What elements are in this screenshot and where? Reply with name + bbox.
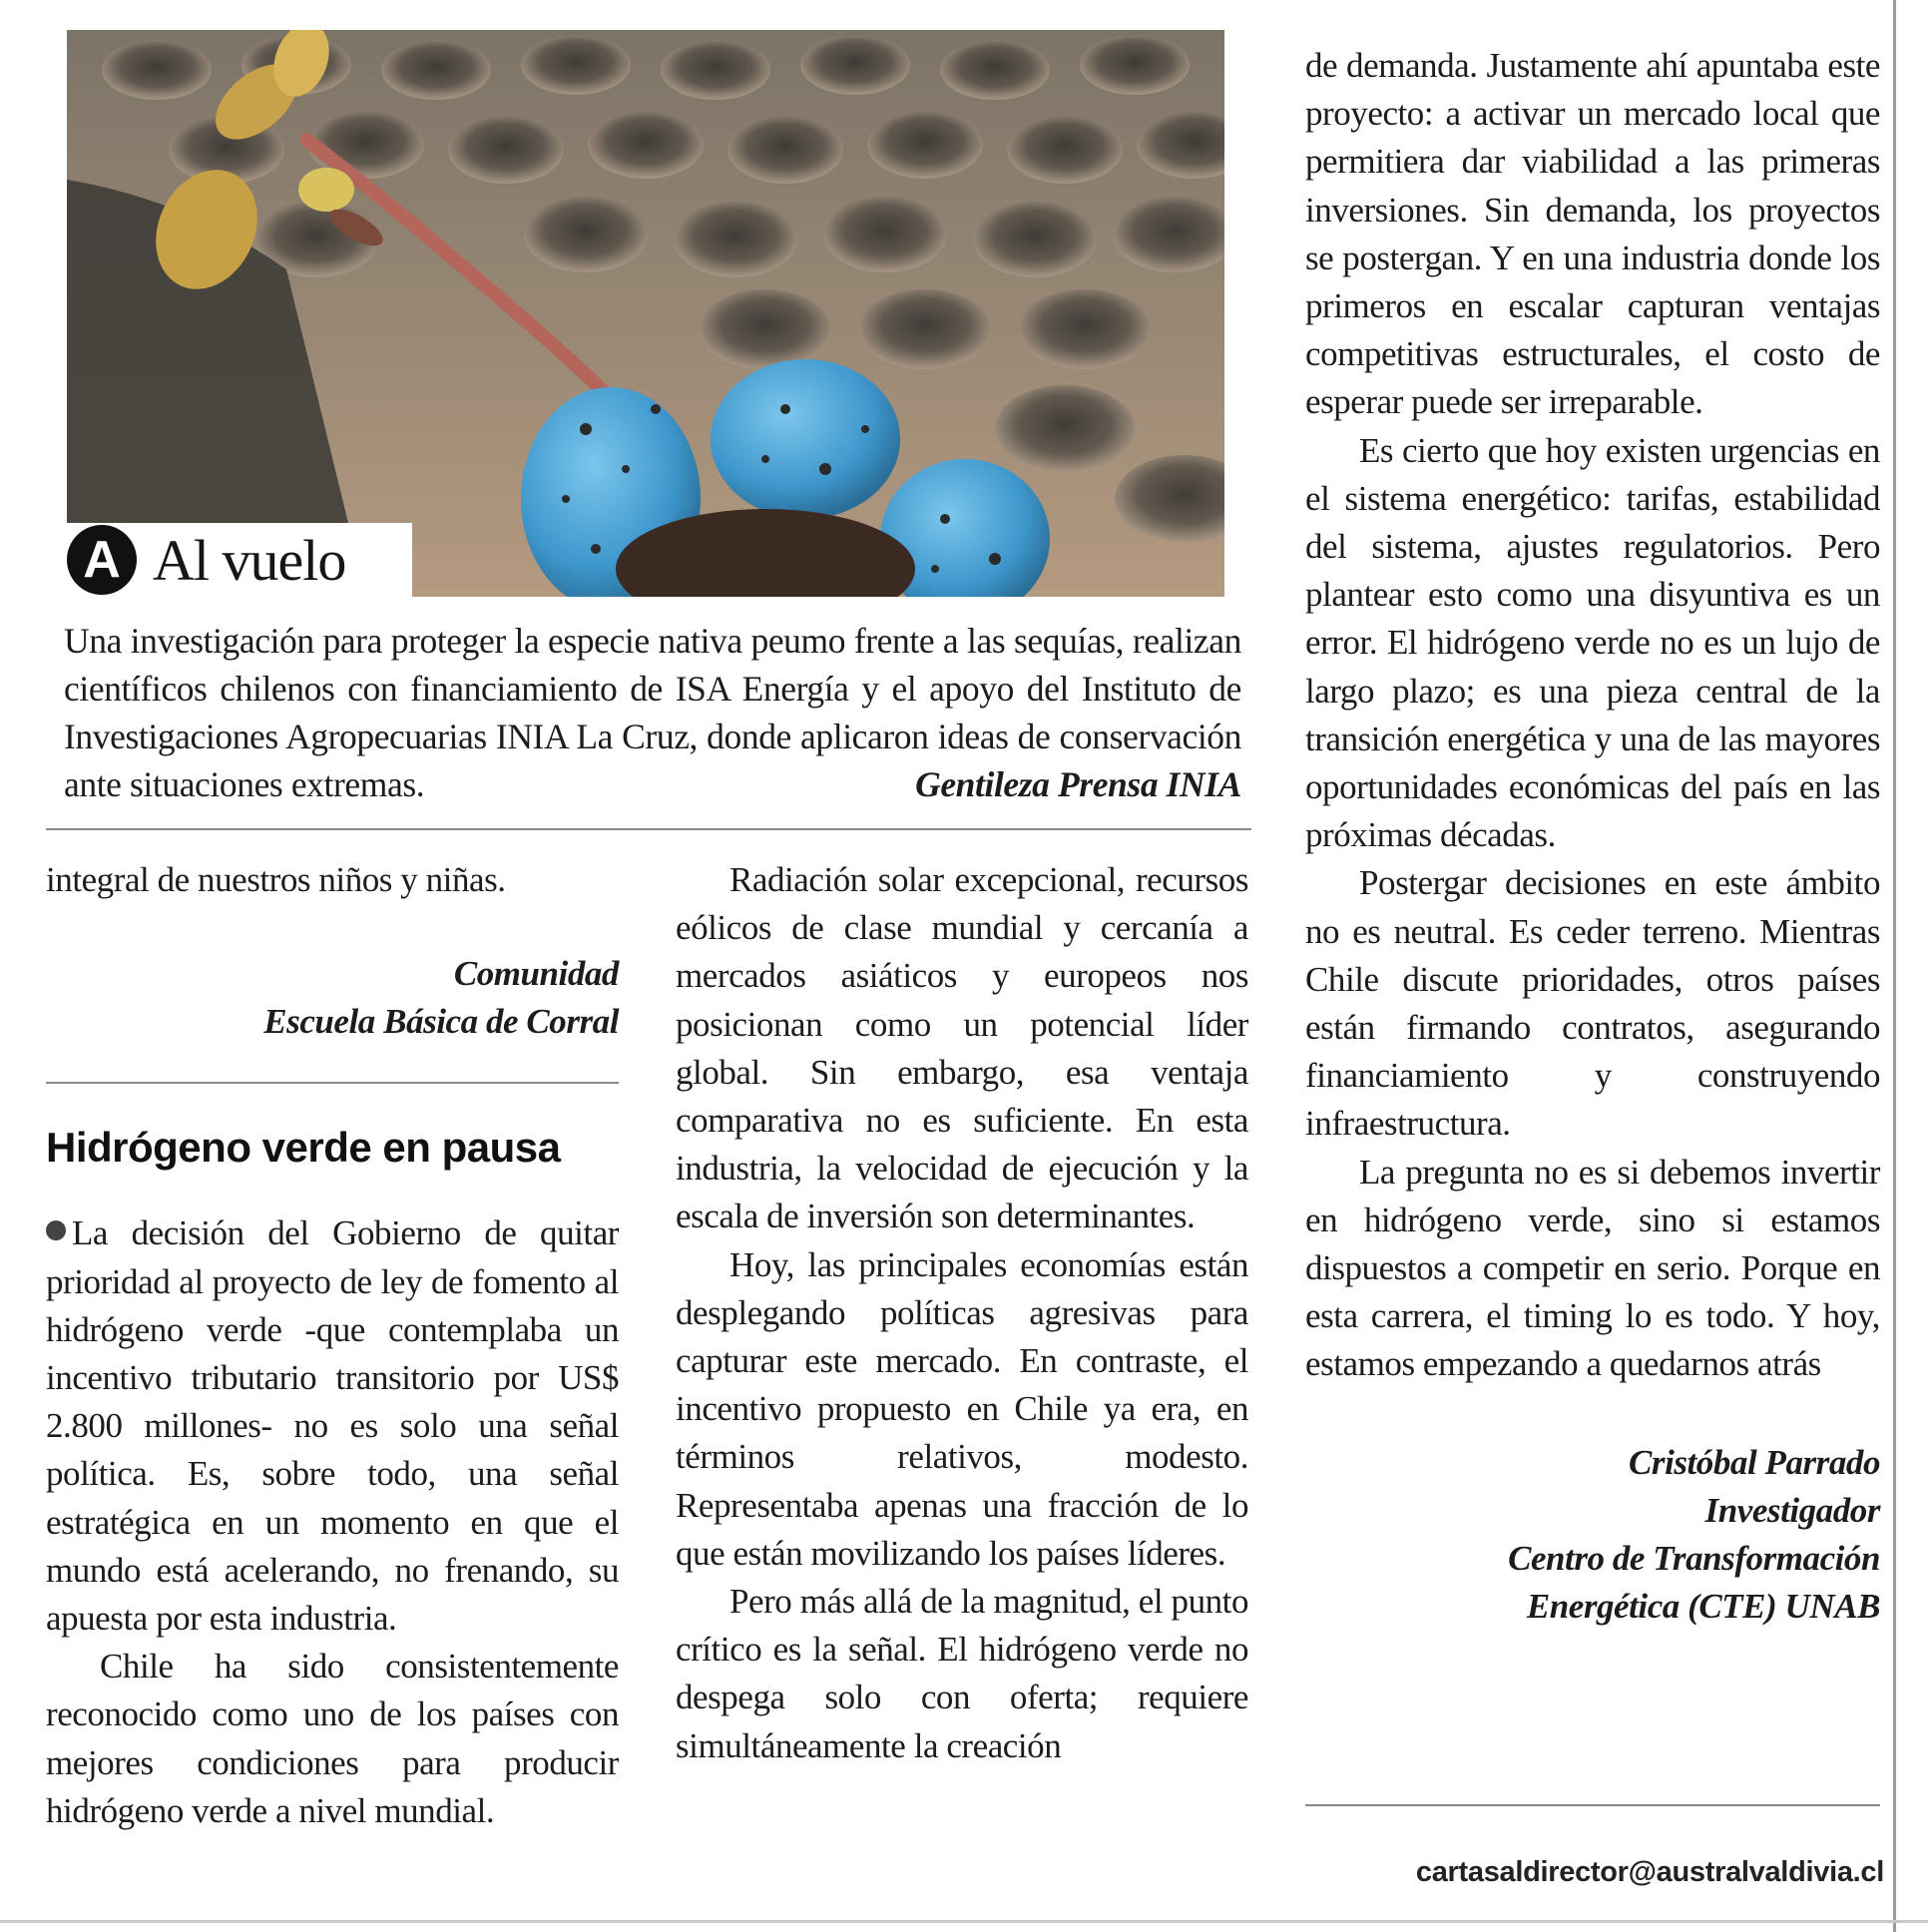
contact-email: cartasaldirector@australvaldivia.cl — [1415, 1856, 1884, 1888]
letter-paragraph: Chile ha sido consistentemente reconocido como uno de los países con mejores condiciones para producir hidrógeno verde a nivel mundial. — [46, 1647, 619, 1830]
letter-paragraph: Hoy, las principales economías están desplegando políticas agresivas para capturar este mercado. En contraste, el incentivo propuesto en Chile ya era, en términos relativos, modesto. Representaba apenas una fracción de lo que están movilizando los países líderes. — [676, 1244, 1248, 1573]
column-1 — [46, 856, 619, 1835]
signature-name: Cristóbal Parrado — [1629, 1442, 1880, 1482]
previous-letter-signature-line1: Comunidad — [453, 954, 619, 994]
letter-paragraph: Es cierto que hoy existen urgencias en el sistema energético: tarifas, estabilidad del sistema, ajustes regulatorios. Pero plantear esto como una disyuntiva es un error. El hidrógeno verde no es un lujo de largo plazo; es una pieza central de la transición energética y una de las mayores oportunidades económicas del país en las próximas décadas. — [1305, 430, 1880, 855]
column-3 — [1305, 42, 1880, 1631]
signature-org-line1: Centro de Transformación — [1508, 1538, 1880, 1578]
letter-paragraph: Postergar decisiones en este ámbito no es neutral. Es ceder terreno. Mientras Chile discute prioridades, otros países están firmando contratos, asegurando financiamiento y construyendo infraestructura. — [1305, 863, 1880, 1144]
letter-paragraph: Radiación solar excepcional, recursos eólicos de clase mundial y cercanía a mercados asiáticos y europeos nos posicionan como un potencial líder global. Sin embargo, esa ventaja comparativa no es suficiente. En esta industria, la velocidad de ejecución y la escala de inversión son determinantes. — [676, 860, 1248, 1236]
letter-signature — [1305, 1439, 1880, 1631]
caption-divider — [46, 828, 1251, 830]
previous-letter-ending: integral de nuestros niños y niñas. — [46, 860, 506, 899]
signature-role: Investigador — [1704, 1490, 1880, 1530]
letter-paragraph: de demanda. Justamente ahí apuntaba este proyecto: a activar un mercado local que permitiera dar viabilidad a las primeras inversiones. Sin demanda, los proyectos se postergan. Y en una industria donde los primeros en escalar capturan ventajas competitivas estructurales, el costo de esperar puede ser irreparable. — [1305, 46, 1880, 422]
article-photo — [67, 30, 1224, 597]
photo-caption — [64, 617, 1241, 808]
photo-credit: Gentileza Prensa INIA — [915, 764, 1241, 804]
letter-paragraph: La pregunta no es si debemos invertir en hidrógeno verde, sino si estamos dispuestos a competir en serio. Porque en esta carrera, el timing lo es todo. Y hoy, estamos empezando a quedarnos atrás — [1305, 1152, 1880, 1384]
previous-letter-signature — [46, 950, 619, 1046]
signature-org-line2: Energética (CTE) UNAB — [1526, 1586, 1880, 1626]
section-badge-title: Al vuelo — [153, 527, 346, 593]
page-edge-divider — [1893, 0, 1896, 1932]
peumo-seedling-image — [67, 30, 1224, 597]
previous-letter-signature-line2: Escuela Básica de Corral — [263, 1002, 619, 1042]
bullet-icon — [46, 1220, 66, 1240]
section-badge — [67, 523, 412, 597]
page-bottom-border — [0, 1920, 1928, 1923]
letter-divider — [46, 1082, 619, 1084]
letter-headline: Hidrógeno verde en pausa — [46, 1124, 561, 1172]
photo-caption-text: Una investigación para proteger la especie nativa peumo frente a las sequías, realizan científicos chilenos con financiamiento de ISA Energía y el apoyo del Instituto de Investigaciones Agropecuarias INIA La Cruz, donde aplicaron ideas de conservación ante situaciones extremas. — [64, 621, 1241, 804]
letter-paragraph: Pero más allá de la magnitud, el punto crítico es la señal. El hidrógeno verde no despega solo con oferta; requiere simultáneamente la creación — [676, 1582, 1248, 1765]
signature-divider — [1305, 1804, 1880, 1806]
section-badge-letter: A — [67, 525, 137, 595]
letter-paragraph: La decisión del Gobierno de quitar prioridad al proyecto de ley de fomento al hidrógeno verde -que contemplaba un incentivo tributario transitorio por US$ 2.800 millones- no es solo una señal política. Es, sobre todo, una señal estratégica en un momento en que el mundo está acelerando, no frenando, su apuesta por esta industria. — [46, 1213, 619, 1639]
column-2 — [676, 856, 1248, 1770]
